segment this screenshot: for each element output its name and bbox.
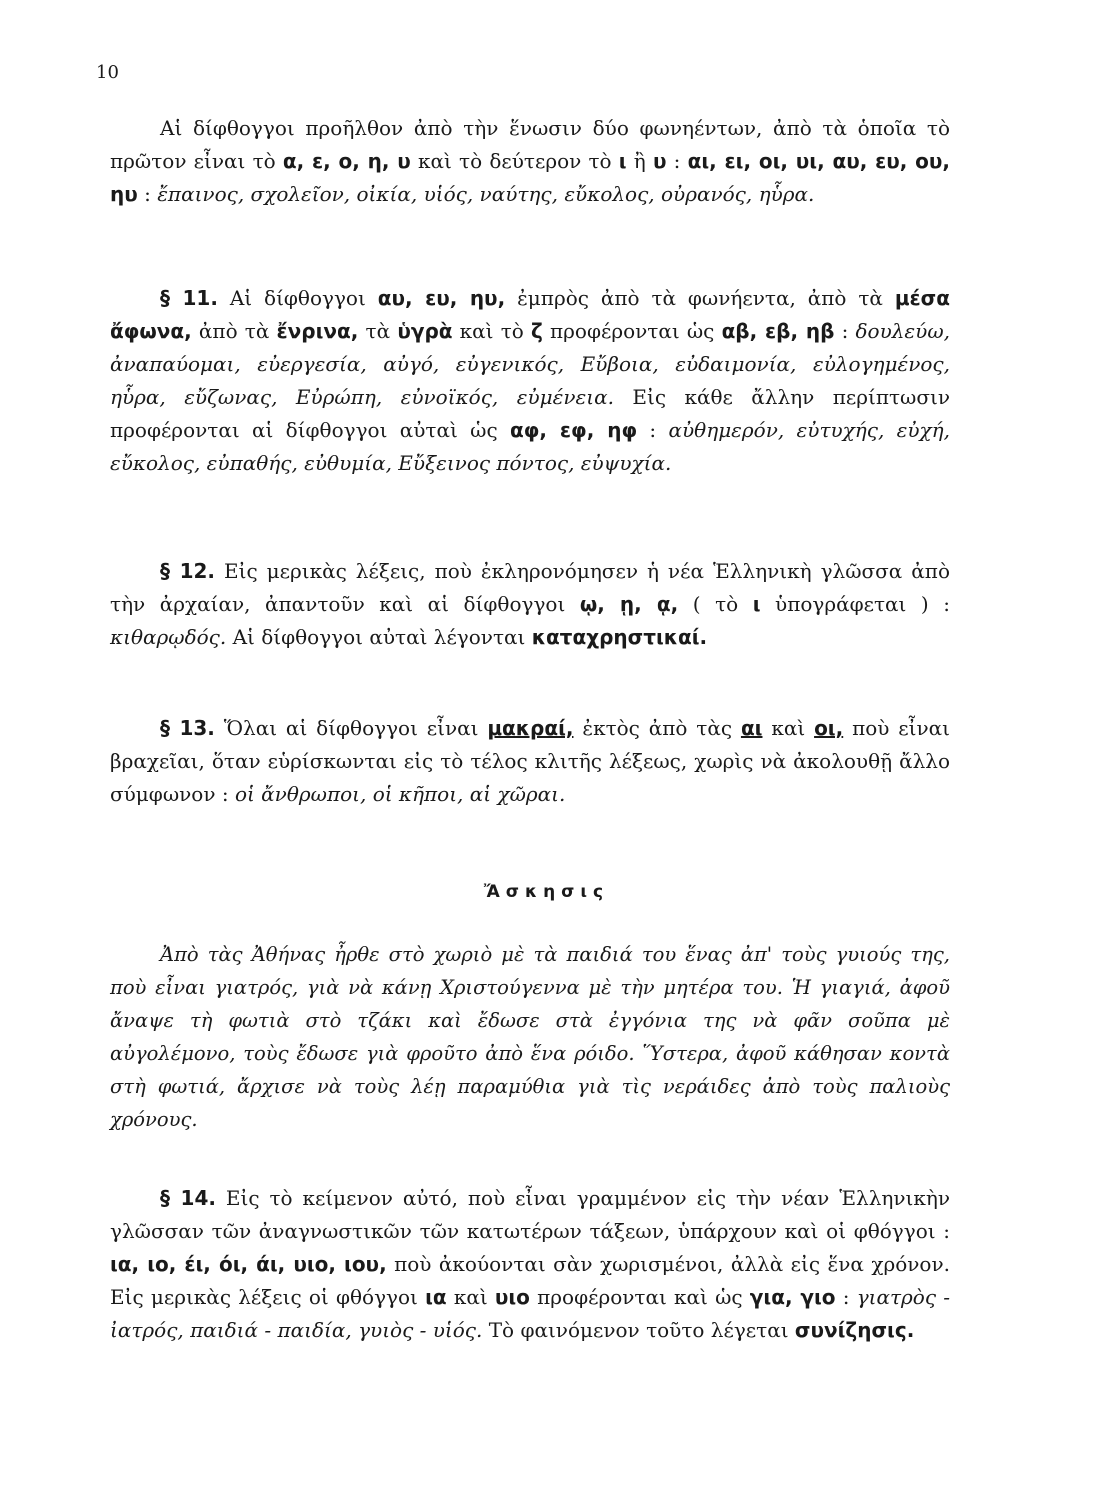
- section-12: [110, 555, 950, 654]
- bold-term: μέσα ἄφωνα,: [110, 286, 950, 343]
- bold-term: μακραί,: [487, 716, 574, 740]
- text: Τὸ φαινόμενον τοῦτο λέγεται: [482, 1318, 795, 1342]
- section-13: [110, 712, 950, 811]
- text: ποὺ ἀκούονται σὰν χωρισμένοι, ἀλλὰ εἰς ἕνα χρόνον. Εἰς μερικὰς λέξεις οἱ φθόγγοι: [110, 1252, 950, 1309]
- bold-term: συνίζησις.: [794, 1318, 915, 1342]
- bold-term: ια: [425, 1285, 447, 1309]
- bold-term: α, ε, ο, η, υ: [282, 149, 411, 173]
- bold-term: αι, ει, οι, υι, αυ, ευ, ου, ηυ: [110, 149, 950, 206]
- text: καὶ: [446, 1285, 495, 1309]
- text: :: [835, 1285, 857, 1309]
- text: ἐκτὸς ἀπὸ τὰς: [573, 716, 741, 740]
- example-words: αὐθημερόν, εὐτυχής, εὐχή, εὔκολος, εὐπαθής, εὐθυμία, Εὔξεινος πόντος, εὐψυχία.: [110, 418, 951, 475]
- example-words: γιατρὸς - ἰατρός, παιδιά - παιδία, γυιὸς - υἱός.: [110, 1285, 951, 1342]
- bold-term: υιο: [494, 1285, 530, 1309]
- text: καὶ τὸ δεύτερον τὸ: [410, 149, 619, 173]
- text: ἀπὸ τὰ: [191, 319, 277, 343]
- bold-term: ῳ, ῃ, ᾳ,: [579, 592, 679, 616]
- bold-term: αι: [740, 716, 763, 740]
- section-number: § 11.: [160, 286, 218, 310]
- bold-term: ι: [752, 592, 761, 616]
- section-14: [110, 1182, 950, 1347]
- section-11: [110, 282, 950, 480]
- section-number: § 13.: [160, 716, 215, 740]
- text: ὑπογράφεται ) :: [760, 592, 950, 616]
- bold-term: αβ, εβ, ηβ: [721, 319, 835, 343]
- text: τὰ: [358, 319, 398, 343]
- page-number: 10: [96, 62, 119, 83]
- exercise-heading: Ἄσκησις: [483, 882, 610, 902]
- text: Εἰς τὸ κείμενον αὐτό, ποὺ εἶναι γραμμένον εἰς τὴν νέαν Ἑλληνικὴν γλῶσσαν τῶν ἀναγνωστικῶν τῶν κατωτέρων τάξεων, ὑπάρχουν καὶ οἱ φθόγγοι :: [110, 1186, 950, 1243]
- text: ( τὸ: [678, 592, 753, 616]
- example-words: ἔπαινος, σχολεῖον, οἰκία, υἱός, ναύτης, εὔκολος, οὐρανός, ηὗρα.: [157, 182, 815, 206]
- text: ποὺ εἶναι βραχεῖαι, ὅταν εὑρίσκωνται εἰς τὸ τέλος κλιτῆς λέξεως, χωρὶς νὰ ἀκολουθῇ ἄλλο σύμφωνον :: [110, 716, 950, 806]
- exercise-text: [110, 938, 950, 1136]
- text: καὶ: [762, 716, 815, 740]
- example-words: δουλεύω, ἀναπαύομαι, εὐεργεσία, αὐγό, εὐγενικός, Εὔβοια, εὐδαιμονία, εὐλογημένος, ηὗρα, εὔζωνας, Εὐρώπη, εὐνοϊκός, εὐμένεια.: [110, 319, 950, 409]
- bold-term: ια, ιο, έι, όι, άι, υιο, ιου,: [110, 1252, 387, 1276]
- bold-term: αυ, ευ, ηυ,: [377, 286, 506, 310]
- bold-term: ὑγρὰ: [397, 319, 453, 343]
- text: Εἰς μερικὰς λέξεις, ποὺ ἐκληρονόμησεν ἡ νέα Ἑλληνικὴ γλῶσσα ἀπὸ τὴν ἀρχαίαν, ἀπαντοῦν καὶ αἱ δίφθογγοι: [110, 559, 950, 616]
- text: Ὅλαι αἱ δίφθογγοι εἶναι: [214, 716, 488, 740]
- text: προφέρονται καὶ ὡς: [529, 1285, 750, 1309]
- bold-term: καταχρηστικαί.: [531, 625, 708, 649]
- text: :: [666, 149, 688, 173]
- bold-term: ζ: [531, 319, 543, 343]
- bold-term: οι,: [814, 716, 844, 740]
- section-number: § 12.: [160, 559, 216, 583]
- text: :: [834, 319, 856, 343]
- bold-term: ι: [618, 149, 627, 173]
- bold-term: για, γιο: [749, 1285, 836, 1309]
- text: Αἱ δίφθογγοι αὐταὶ λέγονται: [226, 625, 532, 649]
- text: ἐμπρὸς ἀπὸ τὰ φωνήεντα, ἀπὸ τὰ: [505, 286, 895, 310]
- example-words: οἱ ἄνθρωποι, οἱ κῆποι, αἱ χῶραι.: [234, 782, 566, 806]
- bold-term: υ: [652, 149, 667, 173]
- bold-term: ἔνρινα,: [276, 319, 359, 343]
- paragraph-diphthongs: [110, 112, 950, 211]
- text: :: [637, 418, 669, 442]
- text: Αἱ δίφθογγοι: [217, 286, 378, 310]
- text: Εἰς κάθε ἄλλην περίπτωσιν προφέρονται αἱ δίφθογγοι αὐταὶ ὡς: [110, 385, 950, 442]
- bold-term: αφ, εφ, ηφ: [510, 418, 638, 442]
- text: :: [137, 182, 158, 206]
- text: προφέρονται ὡς: [542, 319, 722, 343]
- text: καὶ τὸ: [452, 319, 531, 343]
- text: Ἀπὸ τὰς Ἀθήνας ἦρθε στὸ χωριὸ μὲ τὰ παιδιά του ἕνας ἀπ' τοὺς γυιούς της, ποὺ εἶναι γιατρός, γιὰ νὰ κάνῃ Χριστούγεννα μὲ τὴν μητέρα του. Ἡ γιαγιά, ἀφοῦ ἄναψε τὴ φωτιὰ στὸ τζάκι καὶ ἔδωσε στὰ ἐγγόνια της νὰ φᾶν σοῦπα μὲ αὐγολέμονο, τοὺς ἔδωσε γιὰ φροῦτο ἀπὸ ἕνα ρόιδο. Ὕστερα, ἀφοῦ κάθησαν κοντὰ στὴ φωτιά, ἄρχισε νὰ τοὺς λέῃ παραμύθια γιὰ τὶς νεράιδες ἀπὸ τοὺς παλιοὺς χρόνους.: [110, 943, 950, 1131]
- text: ἢ: [626, 149, 653, 173]
- section-number: § 14.: [160, 1186, 216, 1210]
- text: Αἱ δίφθογγοι προῆλθον ἀπὸ τὴν ἕνωσιν δύο φωνηέντων, ἀπὸ τὰ ὁποῖα τὸ πρῶτον εἶναι τὸ: [110, 116, 950, 173]
- example-words: κιθαρῳδός.: [110, 625, 227, 649]
